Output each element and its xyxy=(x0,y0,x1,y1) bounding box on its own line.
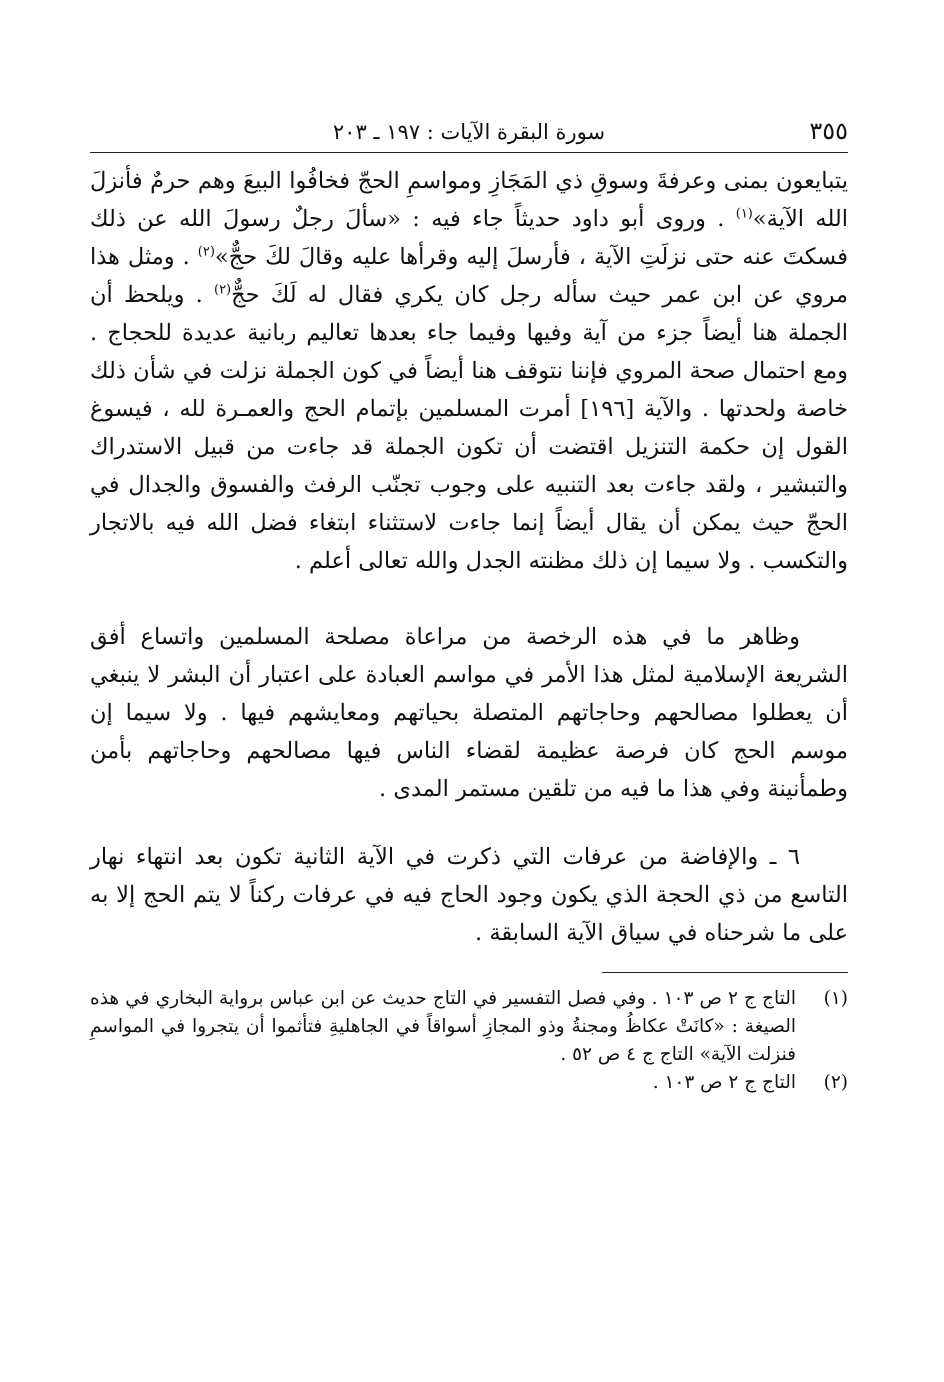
page-number: ٣٥٥ xyxy=(809,117,848,145)
footnote-text: التاج ج ٢ ص ١٠٣ . وفي فصل التفسير في التاج حديث عن ابن عباس برواية البخاري في هذه الصيغة : «كانَتْ عكاظُ ومجنةُ وذو المجازِ أسواقاً في الجاهليةِ فتأثموا أن يتجروا في المواسمِ فنزلت الآية» التاج ج ٤ ص ٥٢ . xyxy=(90,988,796,1065)
footnote-ref: (٢) xyxy=(213,282,232,298)
paragraph-3: ٦ ـ والإفاضة من عرفات التي ذكرت في الآية الثانية تكون بعد انتهاء نهار التاسع من ذي الحجة الذي يكون وجود الحاج فيه في عرفات ركناً لا يتم الحج إلا به على ما شرحناه في سياق الآية السابقة . xyxy=(90,844,848,946)
header-divider xyxy=(90,152,848,153)
paragraph-text: . ويلحظ أن الجملة هنا أيضاً جزء من آية وفيها وفيما جاء بعدها تعاليم ربانية عديدة للحجاج . ومع احتمال صحة المروي فإننا نتوقف هنا أيضاً في كون الجملة نزلت في شأن ذلك خاصة ولحدتها . والآية [١٩٦] أمرت المسلمين بإتمام الحج والعمـرة لله ، فيسوغ القول إن حكمة التنزيل اقتضت أن تكون الجملة قد جاءت من قبيل الاستدراك والتبشير ، ولقد جاءت بعد التنبيه على وجوب تجنّب الرفث والفسوق والجدال في الحجّ حيث يمكن أن يقال أيضاً إنما جاءت لاستثناء ابتغاء فضل الله فيه بالاتجار والتكسب . ولا سيما إن ذلك مظنته الجدل والله تعالى أعلم . xyxy=(90,282,848,574)
paragraph-text: . ومثل هذا مروي عن ابن عمر حيث سأله رجل كان يكري فقال له لَكَ حجٌّ xyxy=(90,244,849,308)
footnote-number: (١) xyxy=(823,988,848,1009)
running-title: سورة البقرة الآيات : ١٩٧ ـ ٢٠٣ xyxy=(332,120,606,144)
paragraph-text: . وروى أبو داود حديثاً جاء فيه : «سألَ رجلٌ رسولَ الله عن ذلك فسكتَ عنه حتى نزلَتِ الآية ، فأرسلَ إليه وقرأها عليه وقالَ لكَ حجٌّ» xyxy=(90,206,848,270)
footnote-divider xyxy=(602,972,848,973)
footnotes xyxy=(90,985,848,1097)
footnote-2 xyxy=(90,1069,848,1097)
footnote-text: التاج ج ٢ ص ١٠٣ . xyxy=(652,1072,796,1093)
footnote-ref: (٢) xyxy=(197,244,215,260)
footnote-ref: (١) xyxy=(735,206,753,222)
footnote-1 xyxy=(90,985,848,1069)
main-text xyxy=(90,162,848,952)
paragraph-1 xyxy=(90,162,848,580)
paragraph-2: وظاهر ما في هذه الرخصة من مراعاة مصلحة المسلمين واتساع أفق الشريعة الإسلامية لمثل هذا الأمر في مواسم العبادة على اعتبار أن البشر لا ينبغي أن يعطلوا مصالحهم وحاجاتهم المتصلة بحياتهم ومعايشهم فيها . ولا سيما إن موسم الحج كان فرصة عظيمة لقضاء الناس فيها مصالحهم وحاجاتهم بأمن وطمأنينة وفي هذا ما فيه من تلقين مستمر المدى . xyxy=(90,624,848,802)
page-header xyxy=(90,112,848,154)
paragraph-text: يتبايعون بمنى وعرفةَ وسوقِ ذي المَجَازِ ومواسمِ الحجّ فخافُوا البيعَ وهم حرمٌ فأنزلَ الله الآية» xyxy=(90,168,848,232)
footnote-number: (٢) xyxy=(823,1072,848,1093)
document-page xyxy=(90,112,848,1097)
